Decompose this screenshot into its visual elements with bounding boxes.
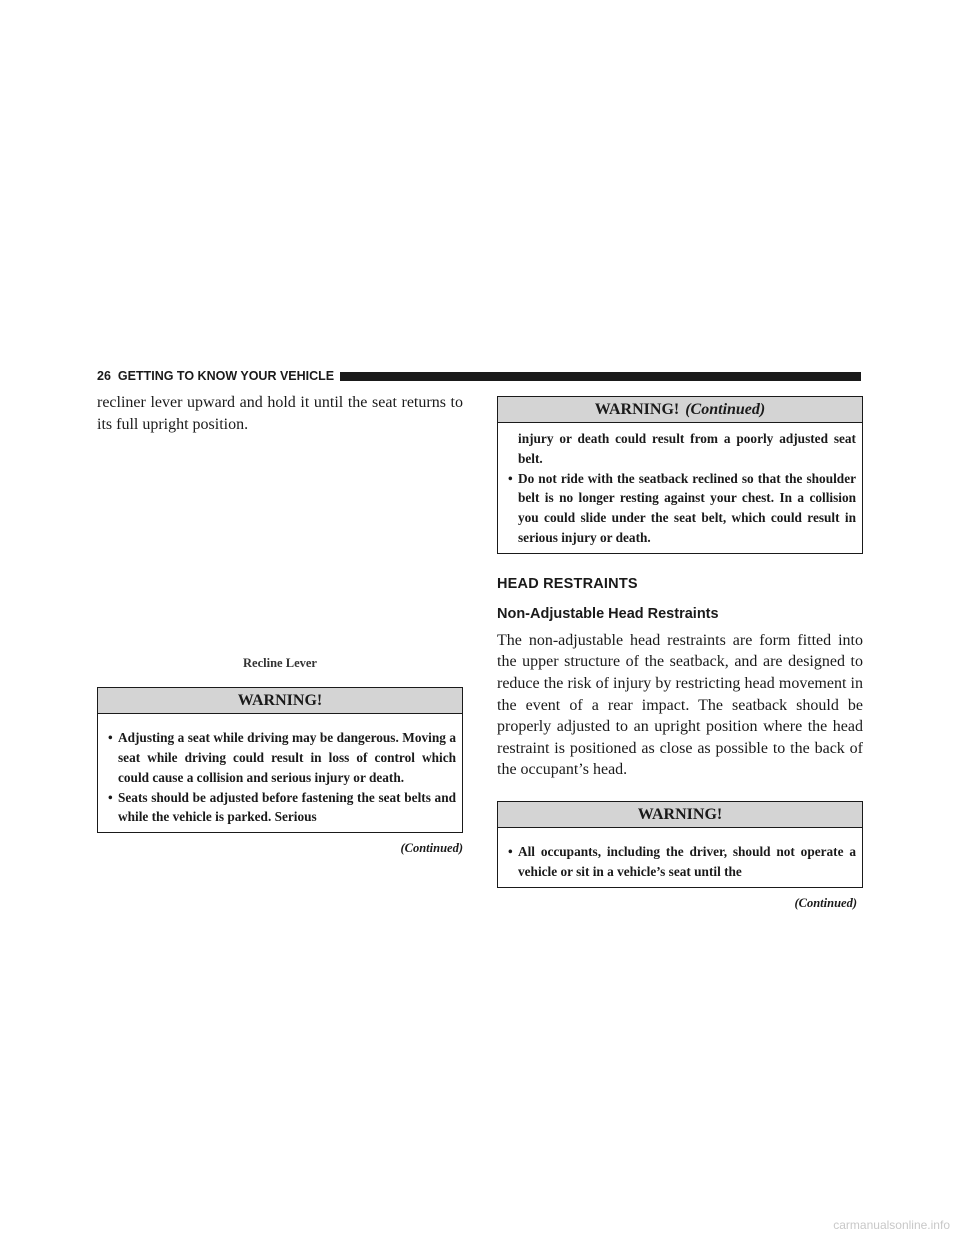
warning-box-seat-adjust [97,687,463,833]
intro-paragraph: recliner lever upward and hold it until the seat returns to its full upright position. [97,394,463,433]
bullet-icon: • [508,470,513,486]
head-restraints-paragraph: The non-adjustable head restraints are form fitted into the upper structure of the seatback, and are designed to reduce the risk of injury by restricting head movement in the event of a rear impact. The seatback should be properly adjusted to an upright position where the head restraint is positioned as close as possible to the back of the occupant’s head. [497,631,863,779]
continued-note: (Continued) [794,895,857,910]
header-rule [340,372,861,381]
page-header [97,367,861,385]
warning-box-occupants [497,801,863,888]
warning-title-continued: WARNING! (Continued) [498,397,862,423]
page-number: 26 [97,369,111,383]
figure-caption: Recline Lever [243,656,317,671]
warning-item: • Do not ride with the seatback reclined so that the shoulder belt is no longer resting against your chest. In a collision you could slide under the seat belt, which could result in serious injury or death. [508,469,856,548]
bullet-icon: • [108,730,113,746]
continued-note: (Continued) [400,841,463,856]
warning-title: WARNING! [98,688,462,714]
warning-box-continued [497,396,863,554]
bullet-icon: • [108,789,113,805]
warning-title: WARNING! [498,802,862,828]
warning-item: • All occupants, including the driver, should not operate a vehicle or sit in a vehicle’s seat until the [508,842,856,882]
left-column [97,392,463,856]
watermark: carmanualsonline.info [833,1218,950,1232]
warning-item: • Seats should be adjusted before fastening the seat belts and while the vehicle is parked. Serious [108,788,456,828]
section-title: HEAD RESTRAINTS [497,575,638,592]
warning-continued-text: injury or death could result from a poorly adjusted seat belt. [518,431,856,466]
warning-item: • Adjusting a seat while driving may be dangerous. Moving a seat while driving could result in loss of control which could cause a collision and serious injury or death. [108,728,456,787]
recline-lever-figure [97,435,463,675]
page-header-title: GETTING TO KNOW YOUR VEHICLE [117,369,335,383]
subsection-title: Non-Adjustable Head Restraints [497,605,719,622]
right-column [497,396,863,911]
bullet-icon: • [508,843,513,859]
